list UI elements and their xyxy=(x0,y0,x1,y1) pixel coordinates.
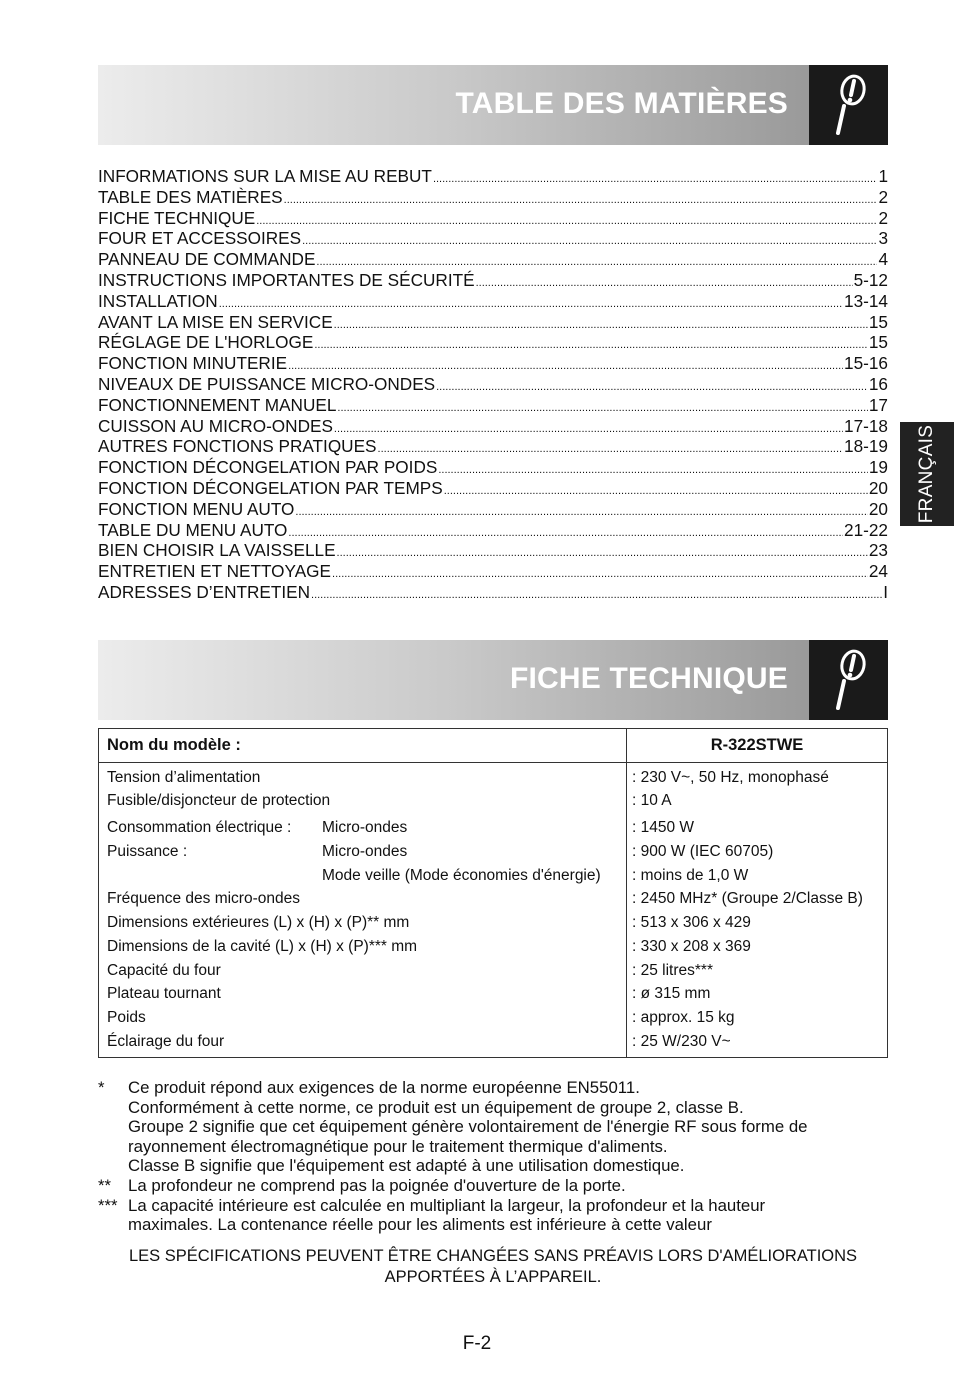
toc-entry xyxy=(98,457,888,478)
toc-entry-label: FONCTION MINUTERIE xyxy=(98,353,288,374)
toc-entry-label: FICHE TECHNIQUE xyxy=(98,207,256,228)
toc-entry-label: TABLE DU MENU AUTO xyxy=(98,519,288,540)
toc-entry-label: FONCTION DÉCONGELATION PAR POIDS xyxy=(98,457,438,478)
toc-entry-label: INFORMATIONS SUR LA MISE AU REBUT xyxy=(98,166,432,186)
spec-row xyxy=(99,982,887,1006)
toc-entry-page: 15 xyxy=(868,311,888,332)
footnote-line: rayonnement électromagnétique pour le traitement thermique d'aliments. xyxy=(128,1136,668,1156)
toc-entry-page: 15 xyxy=(868,332,888,353)
spec-label: Fusible/disjoncteur de protection xyxy=(107,792,331,809)
toc-entry xyxy=(98,582,888,603)
disclaimer xyxy=(98,1246,888,1287)
footnote-line: Groupe 2 signifie que cet équipement génère volontairement de l'énergie RF sous forme de xyxy=(128,1117,808,1137)
toc-entry-page: 20 xyxy=(868,498,888,519)
toc-entry-label: INSTALLATION xyxy=(98,290,218,311)
toc-entry-page: 13-14 xyxy=(844,290,888,311)
toc-entry xyxy=(98,499,888,520)
toc-entry-page: 18-19 xyxy=(844,436,888,457)
spec-title: FICHE TECHNIQUE xyxy=(509,662,788,695)
spec-row xyxy=(99,864,887,888)
spec-value: : 900 W (IEC 60705) xyxy=(632,843,774,860)
spec-label: Puissance : xyxy=(107,843,188,860)
footnote-line: maximales. La contenance réelle pour les aliments est inférieure à cette valeur xyxy=(128,1215,712,1235)
toc-entry xyxy=(98,374,888,395)
toc-entry xyxy=(98,228,888,249)
spec-value: : ø 315 mm xyxy=(632,985,711,1002)
toc-entry-label: FONCTION MENU AUTO xyxy=(98,498,295,519)
toc-entry-label: RÉGLAGE DE L'HORLOGE xyxy=(98,332,314,353)
toc-entry-page: 24 xyxy=(868,561,888,582)
toc-entry-page: 3 xyxy=(878,228,888,249)
toc-list xyxy=(98,166,888,603)
footnote-mark: *** xyxy=(98,1195,118,1215)
footnote-line: La profondeur ne comprend pas la poignée d'ouverture de la porte. xyxy=(128,1175,626,1195)
footnote-line: La capacité intérieure est calculée en multipliant la largeur, la profondeur et la hauteur xyxy=(128,1195,766,1215)
spec-value: : 10 A xyxy=(632,792,672,809)
toc-entry-page: 5-12 xyxy=(853,269,888,290)
spec-row xyxy=(99,887,887,911)
toc-entry-page: 2 xyxy=(878,207,888,228)
footnote-line: Ce produit répond aux exigences de la norme européenne EN55011. xyxy=(128,1078,640,1097)
spec-label: Tension d’alimentation xyxy=(107,769,261,786)
spec-sublabel: Micro-ondes xyxy=(322,843,408,860)
spec-value: : moins de 1,0 W xyxy=(632,867,749,884)
toc-entry-page: 15-16 xyxy=(844,353,888,374)
toc-entry-label: NIVEAUX DE PUISSANCE MICRO-ONDES xyxy=(98,373,436,394)
toc-entry-page: 1 xyxy=(878,166,888,186)
toc-entry-page: 16 xyxy=(868,373,888,394)
toc-title: TABLE DES MATIÈRES xyxy=(455,87,788,120)
footnote-line: Classe B signifie que l'équipement est adapté à une utilisation domestique. xyxy=(128,1156,685,1176)
toc-entry-page: 23 xyxy=(868,540,888,561)
spec-banner xyxy=(98,640,888,720)
toc-entry-page: 17-18 xyxy=(844,415,888,436)
spec-label: Dimensions de la cavité (L) x (H) x (P)*** mm xyxy=(107,938,418,955)
toc-entry-page: 4 xyxy=(878,249,888,270)
toc-entry-label: AVANT LA MISE EN SERVICE xyxy=(98,311,333,332)
spec-row xyxy=(99,840,887,864)
footnote xyxy=(98,1078,888,1176)
toc-entry xyxy=(98,478,888,499)
page-number: F-2 xyxy=(462,1333,492,1354)
spec-value: : 230 V~, 50 Hz, monophasé xyxy=(632,769,829,786)
toc-entry xyxy=(98,332,888,353)
toc-entry-page: 2 xyxy=(878,186,888,207)
exclamation-pen-icon xyxy=(831,73,867,137)
language-tab-label: FRANÇAIS xyxy=(916,424,937,524)
spec-value: : 1450 W xyxy=(632,819,695,836)
toc-entry xyxy=(98,520,888,541)
footnote xyxy=(98,1176,888,1196)
toc-entry xyxy=(98,166,888,187)
toc-entry-page: 17 xyxy=(868,394,888,415)
toc-entry-label: ADRESSES D’ENTRETIEN xyxy=(98,581,311,602)
footnotes xyxy=(98,1078,888,1235)
header-divider xyxy=(99,762,887,763)
model-value: R-322STWE xyxy=(710,736,804,754)
toc-entry xyxy=(98,561,888,582)
spec-row xyxy=(99,789,887,813)
toc-entry xyxy=(98,436,888,457)
toc-entry xyxy=(98,270,888,291)
disclaimer-line: LES SPÉCIFICATIONS PEUVENT ÊTRE CHANGÉES SANS PRÉAVIS LORS D'AMÉLIORATIONS xyxy=(128,1247,858,1265)
note-icon-box xyxy=(809,65,888,145)
toc-entry-label: BIEN CHOISIR LA VAISSELLE xyxy=(98,540,336,561)
toc-entry-label: AUTRES FONCTIONS PRATIQUES xyxy=(98,436,377,457)
toc-entry-page: I xyxy=(883,581,888,602)
model-label: Nom du modèle : xyxy=(107,736,241,754)
toc-entry xyxy=(98,312,888,333)
toc-entry-label: CUISSON AU MICRO-ONDES xyxy=(98,415,333,436)
toc-leader-dots xyxy=(311,582,882,606)
spec-row xyxy=(99,1030,887,1054)
footnote-mark: * xyxy=(98,1078,105,1097)
toc-entry-label: TABLE DES MATIÈRES xyxy=(98,186,283,207)
footnote-line: Conformément à cette norme, ce produit est un équipement de groupe 2, classe B. xyxy=(128,1097,744,1117)
toc-entry xyxy=(98,208,888,229)
language-tab xyxy=(900,422,954,526)
spec-table xyxy=(98,728,888,1058)
spec-row xyxy=(99,911,887,935)
note-icon-box xyxy=(809,640,888,720)
toc-entry xyxy=(98,395,888,416)
disclaimer-line: APPORTÉES À L’APPAREIL. xyxy=(384,1267,602,1286)
toc-banner xyxy=(98,65,888,145)
spec-label: Dimensions extérieures (L) x (H) x (P)** mm xyxy=(107,914,410,931)
spec-label: Capacité du four xyxy=(107,962,221,979)
spec-label: Fréquence des micro-ondes xyxy=(107,890,300,907)
spec-value: : 25 W/230 V~ xyxy=(632,1033,731,1050)
spec-label: Poids xyxy=(107,1009,146,1026)
toc-entry-page: 21-22 xyxy=(844,519,888,540)
spec-row xyxy=(99,959,887,983)
toc-entry xyxy=(98,291,888,312)
toc-entry-label: FONCTION DÉCONGELATION PAR TEMPS xyxy=(98,477,443,498)
toc-entry xyxy=(98,416,888,437)
spec-row xyxy=(99,935,887,959)
toc-entry xyxy=(98,353,888,374)
toc-entry-label: FONCTIONNEMENT MANUEL xyxy=(98,394,337,415)
spec-value: : 25 litres*** xyxy=(632,962,713,979)
toc-entry-label: PANNEAU DE COMMANDE xyxy=(98,249,316,270)
toc-entry-label: FOUR ET ACCESSOIRES xyxy=(98,228,302,249)
spec-sublabel: Mode veille (Mode économies d'énergie) xyxy=(322,867,601,884)
exclamation-pen-icon xyxy=(831,648,867,712)
footnote-mark: ** xyxy=(98,1175,112,1195)
spec-label: Plateau tournant xyxy=(107,985,221,1002)
toc-entry xyxy=(98,187,888,208)
spec-label: Consommation électrique : xyxy=(107,819,292,836)
spec-value: : approx. 15 kg xyxy=(632,1009,735,1026)
spec-value: : 2450 MHz* (Groupe 2/Classe B) xyxy=(632,890,863,907)
footnote xyxy=(98,1196,888,1235)
toc-entry-label: INSTRUCTIONS IMPORTANTES DE SÉCURITÉ xyxy=(98,269,475,290)
toc-entry xyxy=(98,249,888,270)
spec-value: : 513 x 306 x 429 xyxy=(632,914,751,931)
spec-label: Éclairage du four xyxy=(107,1033,225,1050)
spec-row xyxy=(99,766,887,790)
toc-entry-label: ENTRETIEN ET NETTOYAGE xyxy=(98,561,332,582)
toc-entry-page: 19 xyxy=(868,457,888,478)
toc-entry xyxy=(98,540,888,561)
spec-sublabel: Micro-ondes xyxy=(322,819,408,836)
spec-row xyxy=(99,816,887,840)
spec-row xyxy=(99,1006,887,1030)
spec-value: : 330 x 208 x 369 xyxy=(632,938,751,955)
toc-entry-page: 20 xyxy=(868,477,888,498)
